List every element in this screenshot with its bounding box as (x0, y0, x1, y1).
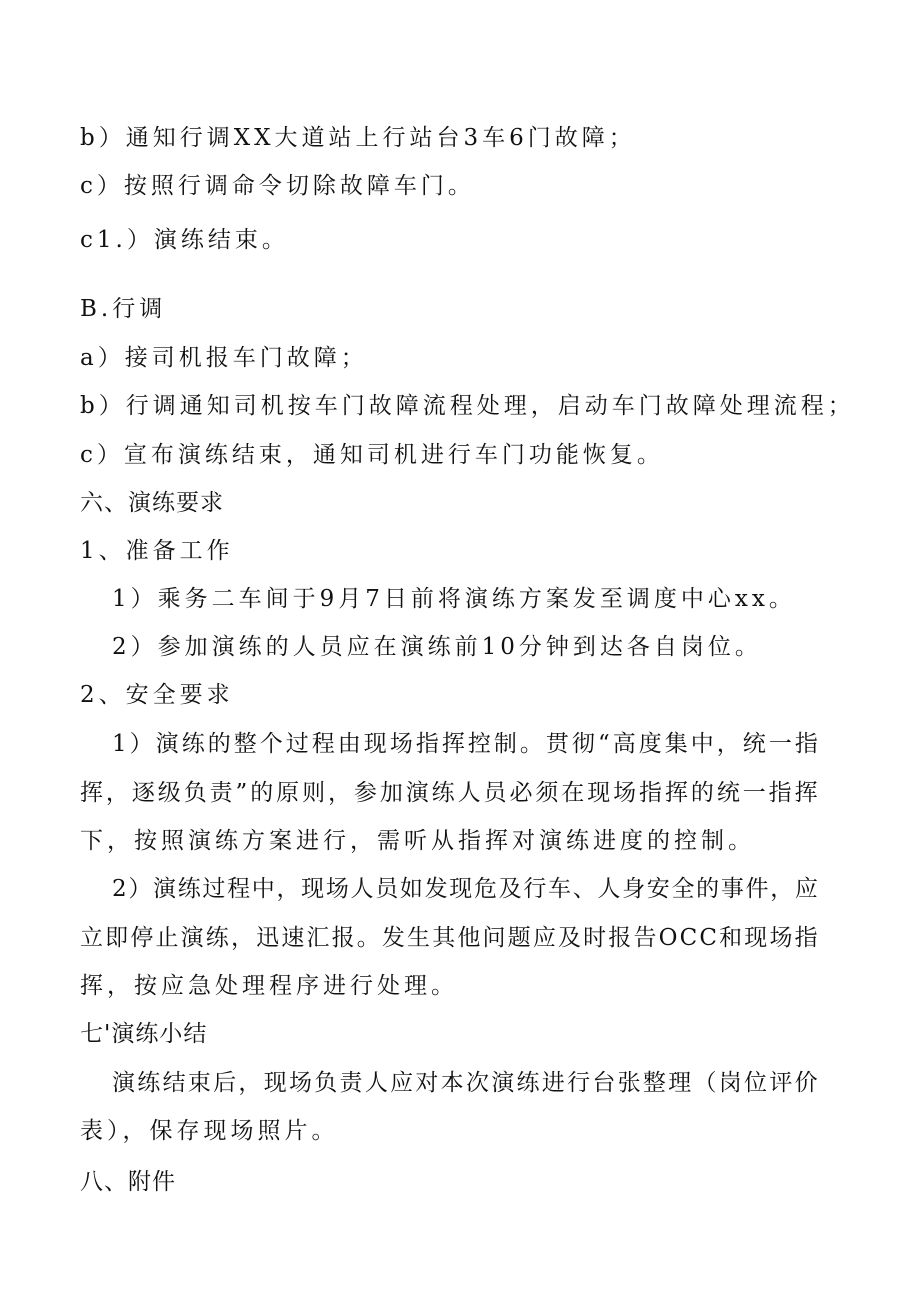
dispatcher-title: B.行调 (80, 296, 167, 322)
safety-item1-line2: 挥 ， 逐 级 负 责 ” 的 原 则 ， 参 加 演 练 人 员 必 须 在 现 场 指 挥 的 统 一 指 挥 (80, 780, 818, 806)
dispatcher-step-b: b）行调通知司机按车门故障流程处理，启动车门故障处理流程； (80, 393, 855, 419)
driver-step-c: c）按照行调命令切除故障车门。 (80, 173, 475, 199)
section6-heading: 六、演练要求 (80, 490, 224, 516)
safety-item2-line3: 挥，按应急处理程序进行处理。 (80, 973, 458, 999)
section7-body-line2: 表），保存现场照片。 (80, 1118, 339, 1144)
prep-title: 1、准备工作 (80, 538, 234, 564)
safety-item1-line3: 下，按照演练方案进行，需听从指挥对演练进度的控制。 (80, 828, 755, 854)
prep-item-2: 2）参加演练的人员应在演练前10分钟到达各自岗位。 (112, 634, 762, 660)
prep-item-1: 1）乘务二车间于9月7日前将演练方案发至调度中心xx。 (112, 586, 796, 612)
safety-item1-line1: 1 ） 演 练 的 整 个 过 程 由 现 场 指 挥 控 制 。 贯 彻 “ 高 度 集 中 ， 统 一 指 (112, 731, 818, 757)
section7-body-line1: 演 练 结 束 后 ， 现 场 负 责 人 应 对 本 次 演 练 进 行 台 张 整 理 （ 岗 位 评 价 (112, 1070, 818, 1096)
driver-step-b: b）通知行调XX大道站上行站台3车6门故障； (80, 125, 636, 151)
safety-item2-line1: 2 ） 演 练 过 程 中 ， 现 场 人 员 如 发 现 危 及 行 车 、 人 身 安 全 的 事 件 ， 应 (112, 876, 818, 902)
safety-item2-line2: 立 即 停 止 演 练 ， 迅 速 汇 报 。 发 生 其 他 问 题 应 及 时 报 告 O C C 和 现 场 指 (80, 925, 818, 951)
section7-heading: 七'演练小结 (80, 1021, 208, 1047)
dispatcher-step-c: c）宣布演练结束，通知司机进行车门功能恢复。 (80, 442, 664, 468)
dispatcher-step-a: a）接司机报车门故障； (80, 345, 368, 371)
driver-step-c1: c1.）演练结束。 (80, 227, 289, 253)
safety-title: 2、安全要求 (80, 682, 234, 708)
section8-heading: 八、附件 (80, 1169, 176, 1195)
